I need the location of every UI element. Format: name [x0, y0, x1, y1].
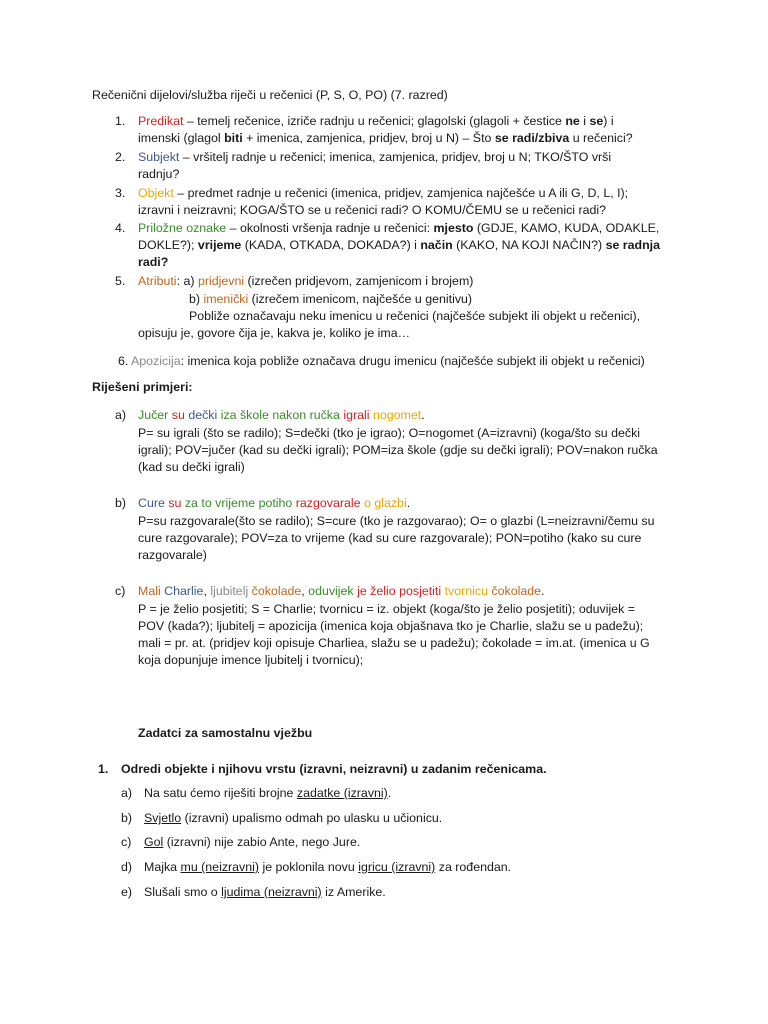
term-prilozne-oznake: Priložne oznake	[138, 221, 227, 235]
underlined-object: Gol	[144, 835, 164, 849]
example-label: b)	[115, 496, 127, 510]
definition-line: izravni i neizravni; KOGA/ŠTO se u rečenici radi? O KOMU/ČEMU se u rečenici radi?	[138, 203, 607, 217]
example-sentence: Cure su za to vrijeme potiho razgovarale o glazbi.	[138, 496, 411, 510]
example-explanation: igrali); POV=jučer (kad su dečki igrali); POM=iza škole (gdje su dečki igrali); POV=nakon ručka	[138, 443, 658, 457]
definition-line: Objekt – predmet radnje u rečenici (imenica, pridjev, zamjenica najčešće u A ili G, D, L, I);	[138, 186, 629, 200]
underlined-object: igricu (izravni)	[358, 860, 436, 874]
exercise-label: e)	[121, 885, 133, 899]
definition-line: opisuju je, govore čija je, kakva je, koliko je ima…	[138, 326, 411, 340]
example-sentence: Mali Charlie, ljubitelj čokolade, oduvijek je želio posjetiti tvornicu čokolade.	[138, 584, 545, 598]
term-subjekt: Subjekt	[138, 150, 180, 164]
exercise-label: a)	[121, 786, 133, 800]
exercise-sentence: Gol (izravni) nije zabio Ante, nego Jure.	[144, 835, 361, 849]
example-explanation: P = je želio posjetiti; S = Charlie; tvornicu = iz. objekt (koga/što je želio posjetiti); oduvijek =	[138, 602, 636, 616]
definition-line: Priložne oznake – okolnosti vršenja radnje u rečenici: mjesto (GDJE, KAMO, KUDA, ODAKLE,	[138, 221, 660, 235]
term-predikat: Predikat	[138, 114, 184, 128]
definition-line: Pobliže označavaju neku imenicu u rečenici (najčešće subjekt ili objekt u rečenici),	[189, 309, 641, 323]
example-explanation: (kad su dečki igrali)	[138, 460, 245, 474]
definition-line: imenski (glagol biti + imenica, zamjenica, pridjev, broj u N) – Što se radi/zbiva u rečenici?	[138, 131, 633, 145]
term-apozicija: Apozicija	[131, 354, 181, 368]
example-explanation: mali = pr. at. (pridjev koji opisuje Charliea, slažu se u padežu); čokolade = im.at. (imenica u G	[138, 636, 650, 650]
definition-line: b) imenički (izrečem imenicom, najčešće u genitivu)	[189, 292, 473, 306]
exercise-sentence: Slušali smo o ljudima (neizravni) iz Amerike.	[144, 885, 386, 899]
term-objekt: Objekt	[138, 186, 174, 200]
definition-line: Atributi: a) pridjevni (izrečen pridjevom, zamjenicom i brojem)	[138, 274, 474, 288]
definition-line: DOKLE?); vrijeme (KADA, OTKADA, DOKADA?) i način (KAKO, NA KOJI NAČIN?) se radnja	[138, 238, 660, 252]
list-number: 6.	[118, 354, 129, 368]
list-number: 2.	[115, 150, 126, 164]
definition-line: radnju?	[138, 167, 180, 181]
underlined-object: ljudima (neizravni)	[221, 885, 322, 899]
list-number: 1.	[115, 114, 126, 128]
list-number: 5.	[115, 274, 126, 288]
underlined-object: mu (neizravni)	[180, 860, 259, 874]
solved-examples-heading: Riješeni primjeri:	[92, 380, 193, 394]
underlined-object: Svjetlo	[144, 811, 182, 825]
exercise-label: b)	[121, 811, 133, 825]
definition-line: Predikat – temelj rečenice, izriče radnju u rečenici; glagolski (glagoli + čestice ne i se) i	[138, 114, 614, 128]
list-number: 4.	[115, 221, 126, 235]
definition-line: Subjekt – vršitelj radnje u rečenici; imenica, zamjenica, pridjev, broj u N; TKO/ŠTO vrši	[138, 150, 612, 164]
example-sentence: Jučer su dečki iza škole nakon ručka igrali nogomet.	[138, 408, 425, 422]
underlined-object: zadatke (izravni)	[296, 786, 388, 800]
list-number: 3.	[115, 186, 126, 200]
example-label: a)	[115, 408, 127, 422]
exercise-sentence: Na satu ćemo riješiti brojne zadatke (izravni).	[144, 786, 392, 800]
example-explanation: cure razgovarale); POV=za to vrijeme (kad su cure razgovarale); PON=potiho (kako su cure	[138, 531, 642, 545]
example-explanation: koja dopunjuje imence ljubitelj i tvornicu);	[138, 653, 364, 667]
definition-line: Apozicija: imenica koja pobliže označava drugu imenicu (najčešće subjekt ili objekt u rečenici)	[131, 354, 645, 368]
exercise-sentence: Majka mu (neizravni) je poklonila novu igricu (izravni) za rođendan.	[144, 860, 512, 874]
exercise-sentence: Svjetlo (izravni) upalismo odmah po ulasku u učionicu.	[144, 811, 443, 825]
document-title: Rečenični dijelovi/služba riječi u rečenici (P, S, O, PO) (7. razred)	[92, 88, 448, 102]
task-instruction: Odredi objekte i njihovu vrstu (izravni, neizravni) u zadanim rečenicama.	[121, 762, 547, 776]
example-explanation: P=su razgovarale(što se radilo); S=cure (tko je razgovarao); O= o glazbi (L=neizravni/čemu su	[138, 514, 655, 528]
task-number: 1.	[98, 762, 109, 776]
exercise-label: d)	[121, 860, 133, 874]
example-label: c)	[115, 584, 126, 598]
exercises-heading: Zadatci za samostalnu vježbu	[138, 726, 313, 740]
example-explanation: razgovarale)	[138, 548, 207, 562]
term-atributi: Atributi	[138, 274, 177, 288]
definition-line: radi?	[138, 255, 169, 269]
example-explanation: P= su igrali (što se radilo); S=dečki (tko je igrao); O=nogomet (A=izravni) (koga/što su dečki	[138, 426, 641, 440]
example-explanation: POV (kada?); ljubitelj = apozicija (imenica koja objašnava tko je Charlie, slažu se u padežu);	[138, 619, 644, 633]
exercise-label: c)	[121, 835, 132, 849]
